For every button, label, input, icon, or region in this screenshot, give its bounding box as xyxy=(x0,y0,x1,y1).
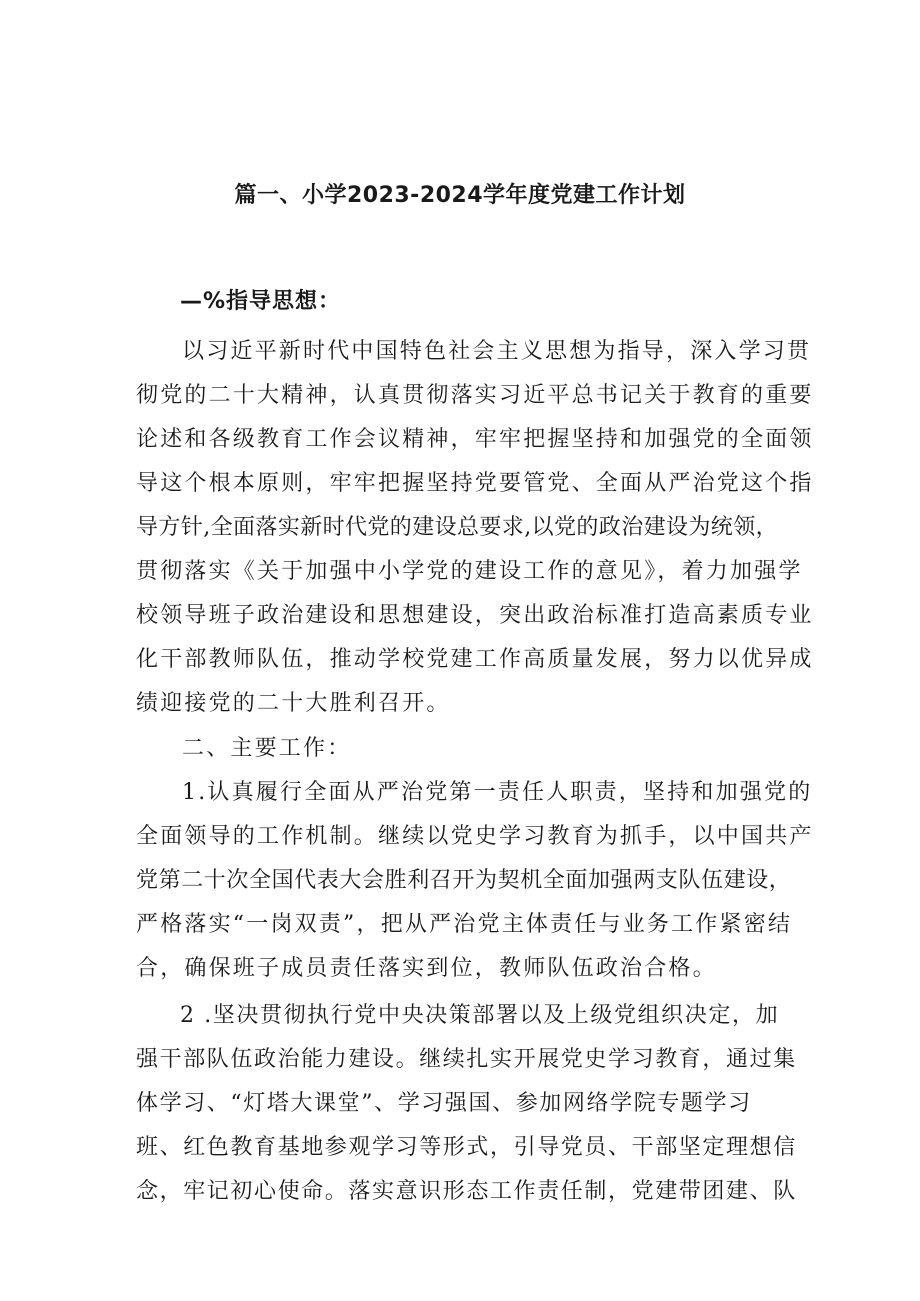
paragraph-line: 绩迎接党的二十大胜利召开。 xyxy=(136,691,451,716)
section-heading-text: 二、主要工作： xyxy=(182,736,352,761)
paragraph-line: 彻党的二十大精神，认真贯彻落实习近平总书记关于教育的重要 xyxy=(136,383,814,408)
paragraph-line: 导方针,全面落实新时代党的建设总要求,以党的政治建设为统领， xyxy=(136,515,778,540)
paragraph-line: 以习近平新时代中国特色社会主义思想为指导，深入学习贯 xyxy=(182,339,812,364)
paragraph-line: 论述和各级教育工作会议精神，牢牢把握坚持和加强党的全面领 xyxy=(136,427,814,452)
section-heading-guiding-ideology: —%指导思想： xyxy=(180,289,342,314)
paragraph-line: 化干部教师队伍，推动学校党建工作高质量发展，努力以优异成 xyxy=(136,647,814,672)
paragraph-line: 1.认真履行全面从严治党第一责任人职责，坚持和加强党的 xyxy=(182,780,813,805)
paragraph-line: 体学习、“灯塔大课堂”、学习强国、参加网络学院专题学习 xyxy=(136,1091,752,1116)
document-title: 篇一、小学2023-2024学年度党建工作计划 xyxy=(234,183,686,208)
paragraph-line: 念，牢记初心使命。落实意识形态工作责任制，党建带团建、队 xyxy=(136,1179,797,1204)
paragraph-line: 2 .坚决贯彻执行党中央决策部署以及上级党组织决定，加 xyxy=(180,1003,780,1028)
paragraph-line: 班、红色教育基地参观学习等形式，引导党员、干部坚定理想信 xyxy=(136,1135,797,1160)
paragraph-line: 贯彻落实《关于加强中小学党的建设工作的意见》，着力加强学 xyxy=(136,559,803,584)
paragraph-line: 导这个根本原则，牢牢把握坚持党要管党、全面从严治党这个指 xyxy=(136,471,814,496)
paragraph-line: 严格落实“一岗双责”，把从严治党主体责任与业务工作紧密结 xyxy=(136,912,793,937)
paragraph-line: 校领导班子政治建设和思想建设，突出政治标准打造高素质专业 xyxy=(136,603,814,628)
paragraph-line: 合，确保班子成员责任落实到位，教师队伍政治合格。 xyxy=(136,956,717,981)
paragraph-line: 党第二十次全国代表大会胜利召开为契机全面加强两支队伍建设， xyxy=(136,868,792,893)
paragraph-line: 强干部队伍政治能力建设。继续扎实开展党史学习教育，通过集 xyxy=(136,1047,797,1072)
paragraph-line: 全面领导的工作机制。继续以党史学习教育为抓手，以中国共产 xyxy=(136,824,814,849)
